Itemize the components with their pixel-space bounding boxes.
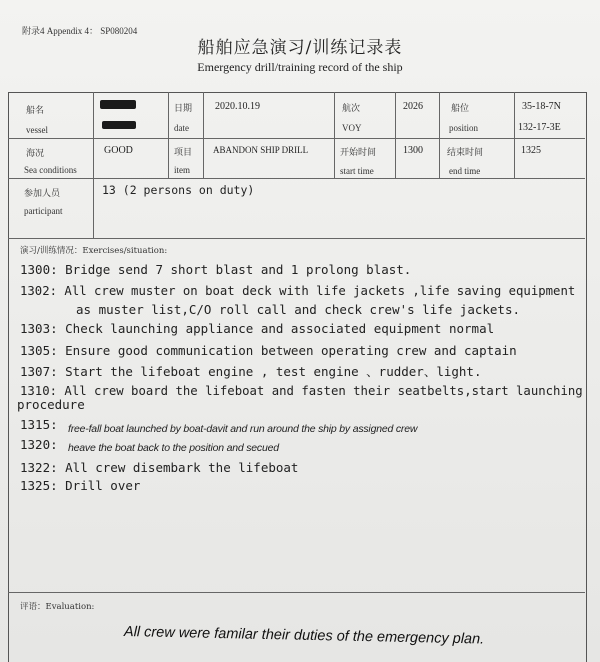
row-divider: [8, 138, 585, 139]
exercise-line-handwritten: free-fall boat launched by boat-davit and run around the ship by assigned crew: [68, 423, 418, 435]
position-label-en: position: [449, 123, 479, 133]
item-value: ABANDON SHIP DRILL: [213, 145, 309, 155]
vessel-name-redacted: [100, 100, 136, 109]
exercise-line: 1305: Ensure good communication between operating crew and captain: [20, 343, 517, 358]
date-value: 2020.10.19: [215, 101, 260, 112]
item-label-en: item: [174, 165, 190, 175]
item-label-cn: 项目: [174, 148, 193, 158]
date-label-en: date: [174, 123, 189, 133]
evaluation-label: 评语：Evaluation:: [20, 602, 95, 612]
voy-label-en: VOY: [342, 123, 362, 133]
appendix-label: 附录4 Appendix 4： SP080204: [22, 26, 138, 36]
exercise-line: 1307: Start the lifeboat engine , test engine 、rudder、light.: [20, 364, 482, 379]
exercise-line: 1300: Bridge send 7 short blast and 1 prolong blast.: [20, 262, 412, 277]
voy-value: 2026: [403, 101, 423, 112]
end-time-label-cn: 结束时间: [447, 148, 484, 158]
participant-label-en: participant: [24, 206, 63, 216]
column-divider: [93, 92, 94, 239]
row-divider: [8, 178, 585, 179]
start-time-label-en: start time: [340, 166, 374, 176]
exercise-time: 1320:: [20, 437, 58, 452]
exercise-line: procedure: [17, 397, 85, 412]
vessel-label-cn: 船名: [26, 106, 45, 116]
participant-label-cn: 参加人员: [24, 189, 61, 199]
exercise-line: 1325: Drill over: [20, 478, 141, 493]
position-label-cn: 船位: [451, 104, 470, 114]
sea-value: GOOD: [104, 145, 133, 156]
exercise-line: 1302: All crew muster on boat deck with life jackets ,life saving equipment: [20, 284, 576, 298]
sea-label-cn: 海况: [26, 149, 45, 159]
voy-label-cn: 航次: [342, 104, 361, 114]
exercise-line: as muster list,C/O roll call and check crew's life jackets.: [76, 302, 521, 317]
position-value-lat: 35-18-7N: [522, 101, 561, 112]
exercise-time: 1315:: [20, 417, 58, 432]
position-value-lon: 132-17-3E: [518, 122, 561, 133]
start-time-label-cn: 开始时间: [340, 148, 377, 158]
exercise-line: 1322: All crew disembark the lifeboat: [20, 460, 299, 475]
end-time-label-en: end time: [449, 166, 481, 176]
column-divider: [334, 92, 335, 179]
exercises-label: 演习/训练情况：Exercises/situation:: [20, 246, 168, 256]
vessel-label-en: vessel: [26, 125, 48, 135]
exercise-line: 1303: Check launching appliance and associated equipment normal: [20, 321, 495, 336]
row-divider: [8, 592, 585, 593]
start-time-value: 1300: [403, 145, 423, 156]
column-divider: [439, 92, 440, 179]
exercise-line-handwritten: heave the boat back to the position and secued: [68, 442, 279, 454]
row-divider: [8, 238, 585, 239]
date-label-cn: 日期: [174, 104, 193, 114]
column-divider: [168, 92, 169, 179]
participant-value: 13 (2 persons on duty): [102, 183, 255, 197]
end-time-value: 1325: [521, 145, 541, 156]
column-divider: [203, 92, 204, 179]
sea-label-en: Sea conditions: [24, 165, 77, 175]
title-english: Emergency drill/training record of the ship: [197, 60, 403, 74]
vessel-name-redacted: [102, 121, 136, 129]
exercise-line: 1310: All crew board the lifeboat and fasten their seatbelts,start launching: [20, 384, 583, 398]
column-divider: [514, 92, 515, 179]
column-divider: [395, 92, 396, 179]
title-chinese: 船舶应急演习/训练记录表: [197, 38, 403, 58]
evaluation-text: All crew were familar their duties of the emergency plan.: [123, 624, 485, 648]
